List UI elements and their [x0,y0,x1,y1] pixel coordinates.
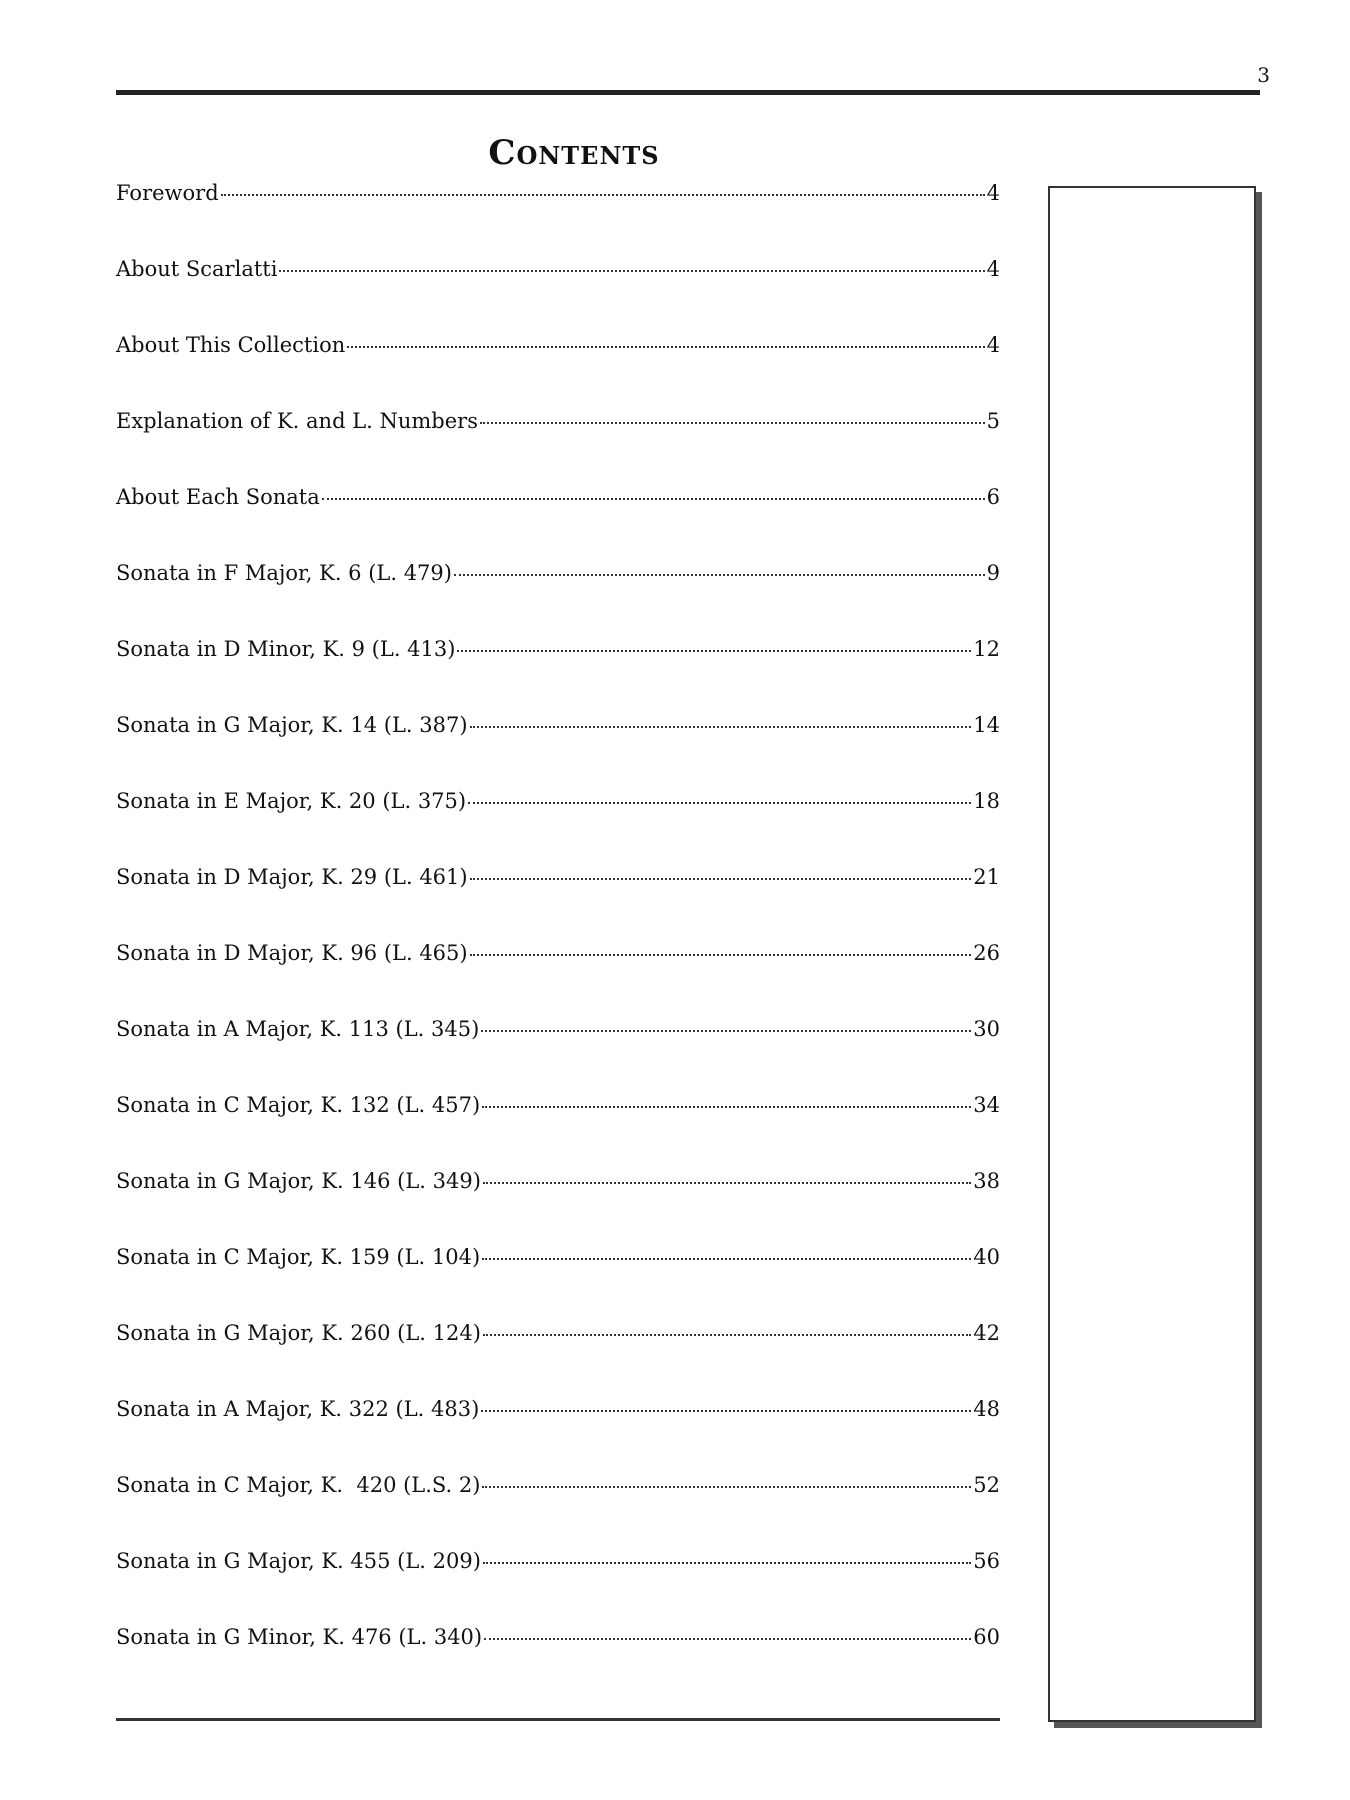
toc-entry-page: 18 [973,789,1000,813]
toc-entry-page: 52 [973,1473,1000,1497]
bottom-rule [116,1718,1000,1721]
toc-entry-label: Sonata in G Minor, K. 476 (L. 340) [116,1625,483,1649]
toc-entry-label: Sonata in G Major, K. 455 (L. 209) [116,1549,481,1573]
toc-entry-label: Foreword [116,181,219,205]
side-panel-box [1048,186,1256,1722]
toc-entry-label: About This Collection [116,333,346,357]
toc-entry-label: About Scarlatti [116,257,278,281]
top-rule [116,90,1260,95]
toc-entry-sonata-k29[interactable] [116,862,1000,938]
toc-entry-sonata-k9[interactable] [116,634,1000,710]
toc-entry-page: 60 [973,1625,1000,1649]
toc-entry-label: Sonata in D Minor, K. 9 (L. 413) [116,637,456,661]
toc-entry-label: Sonata in G Major, K. 14 (L. 387) [116,713,468,737]
toc-entry-label: Sonata in A Major, K. 322 (L. 483) [116,1397,480,1421]
toc-entry-label: Sonata in G Major, K. 260 (L. 124) [116,1321,481,1345]
toc-entry-page: 48 [973,1397,1000,1421]
dot-leader [481,1410,971,1412]
toc-entry-label: About Each Sonata [116,485,320,509]
toc-entry-page: 4 [986,181,1000,205]
toc-entry-label: Sonata in D Major, K. 96 (L. 465) [116,941,468,965]
toc-entry-label: Sonata in A Major, K. 113 (L. 345) [116,1017,480,1041]
dot-leader [483,1182,971,1184]
toc-entry-sonata-k420[interactable] [116,1470,1000,1546]
toc-entry-sonata-k6[interactable] [116,558,1000,634]
toc-entry-page: 42 [973,1321,1000,1345]
toc-entry-page: 4 [986,333,1000,357]
page-number: 3 [1257,63,1270,87]
toc-entry-sonata-k96[interactable] [116,938,1000,1014]
toc-entry-sonata-k132[interactable] [116,1090,1000,1166]
dot-leader [347,346,984,348]
dot-leader [483,1334,971,1336]
dot-leader [470,954,972,956]
toc-entry-label: Sonata in F Major, K. 6 (L. 479) [116,561,452,585]
toc-entry-label: Sonata in D Major, K. 29 (L. 461) [116,865,468,889]
dot-leader [454,574,985,576]
dot-leader [470,878,972,880]
dot-leader [482,1258,971,1260]
toc-entry-label: Sonata in E Major, K. 20 (L. 375) [116,789,467,813]
dot-leader [468,802,971,804]
toc-entry-page: 56 [973,1549,1000,1573]
dot-leader [482,1106,971,1108]
toc-entry-page: 34 [973,1093,1000,1117]
toc-entry-page: 12 [973,637,1000,661]
toc-entry-sonata-k455[interactable] [116,1546,1000,1622]
toc-entry-label: Sonata in G Major, K. 146 (L. 349) [116,1169,481,1193]
toc-entry-about-scarlatti[interactable] [116,254,1000,330]
toc-entry-page: 40 [973,1245,1000,1269]
dot-leader [482,1486,971,1488]
toc-entry-page: 5 [986,409,1000,433]
toc-entry-sonata-k146[interactable] [116,1166,1000,1242]
toc-entry-page: 30 [973,1017,1000,1041]
toc-entry-sonata-k260[interactable] [116,1318,1000,1394]
dot-leader [322,498,985,500]
toc-entry-label: Sonata in C Major, K. 159 (L. 104) [116,1245,481,1269]
toc-entry-page: 26 [973,941,1000,965]
toc-entry-page: 14 [973,713,1000,737]
toc-entry-sonata-k476[interactable] [116,1622,1000,1698]
toc-entry-page: 21 [973,865,1000,889]
dot-leader [470,726,972,728]
toc-entry-label: Sonata in C Major, K. 132 (L. 457) [116,1093,481,1117]
toc-entry-label: Explanation of K. and L. Numbers [116,409,478,433]
dot-leader [279,270,984,272]
toc-entry-about-this-collection[interactable] [116,330,1000,406]
toc-entry-foreword[interactable] [116,178,1000,254]
toc-entry-sonata-k113[interactable] [116,1014,1000,1090]
dot-leader [483,1562,971,1564]
toc-entry-sonata-k14[interactable] [116,710,1000,786]
toc-entry-page: 9 [986,561,1000,585]
dot-leader [480,422,985,424]
toc-entry-label: Sonata in C Major, K. 420 (L.S. 2) [116,1473,481,1497]
toc-entry-sonata-k20[interactable] [116,786,1000,862]
dot-leader [481,1030,971,1032]
toc-entry-sonata-k159[interactable] [116,1242,1000,1318]
page-title: Contents [488,133,660,173]
table-of-contents [116,178,1000,1698]
dot-leader [221,194,985,196]
dot-leader [457,650,971,652]
toc-entry-sonata-k322[interactable] [116,1394,1000,1470]
toc-entry-page: 38 [973,1169,1000,1193]
toc-entry-page: 6 [986,485,1000,509]
toc-entry-page: 4 [986,257,1000,281]
toc-entry-explanation-k-l-numbers[interactable] [116,406,1000,482]
toc-entry-about-each-sonata[interactable] [116,482,1000,558]
dot-leader [484,1638,971,1640]
